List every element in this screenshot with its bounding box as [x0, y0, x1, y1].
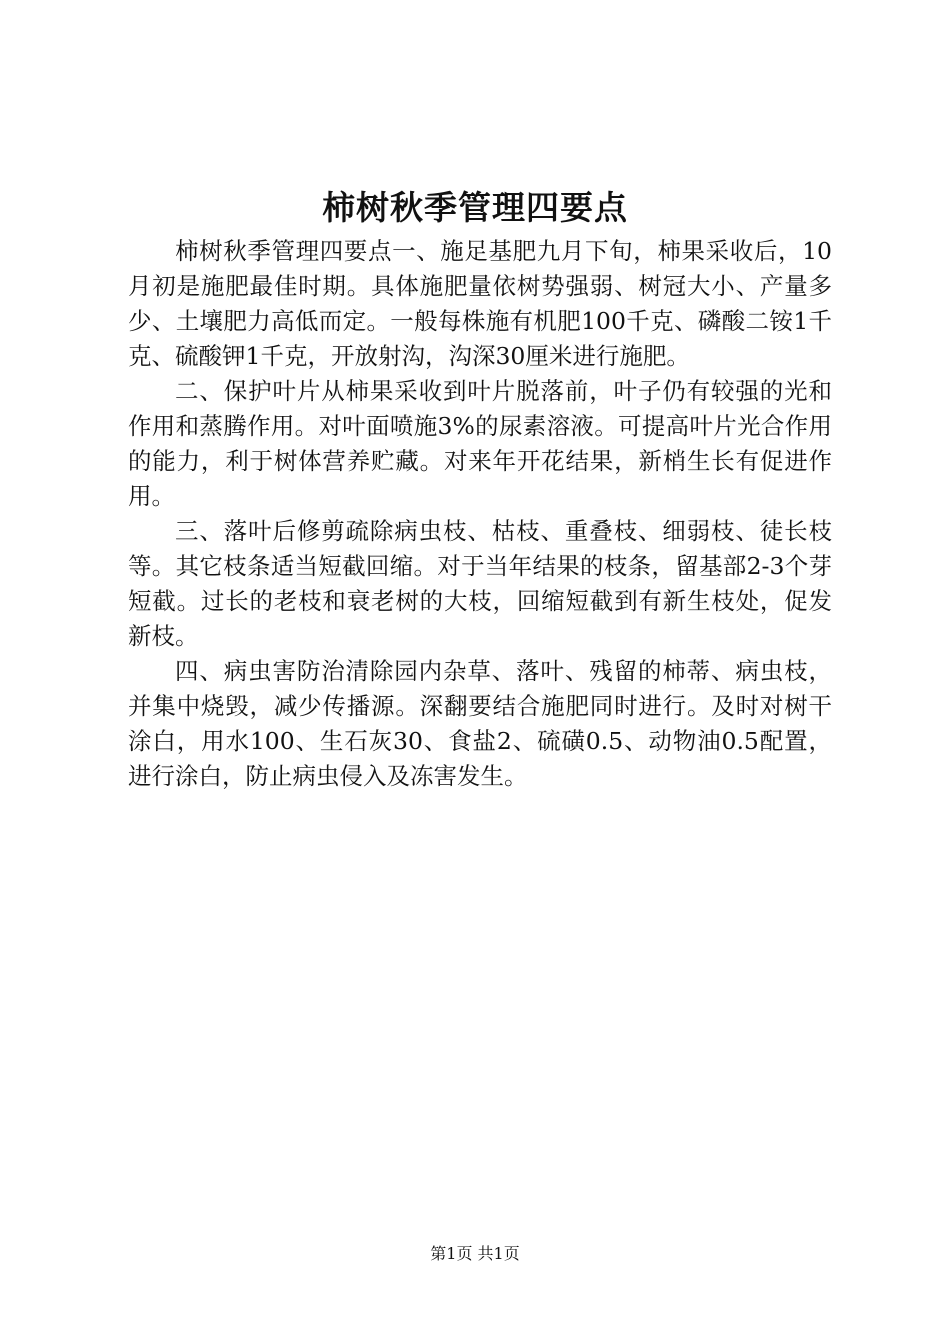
- document-title: 柿树秋季管理四要点: [322, 188, 628, 227]
- paragraph-1: 柿树秋季管理四要点一、施足基肥九月下旬，柿果采收后，10月初是施肥最佳时期。具体施肥量依树势强弱、树冠大小、产量多少、土壤肥力高低而定。一般每株施有机肥100千克、磷酸二铵1千克、硫酸钾1千克，开放射沟，沟深30厘米进行施肥。: [128, 237, 832, 370]
- paragraph-4: 四、病虫害防治清除园内杂草、落叶、残留的柿蒂、病虫枝，并集中烧毁，减少传播源。深翻要结合施肥同时进行。及时对树干涂白，用水100、生石灰30、食盐2、硫磺0.5、动物油0.5配置，进行涂白，防止病虫侵入及冻害发生。: [128, 657, 832, 790]
- paragraph-2: 二、保护叶片从柿果采收到叶片脱落前，叶子仍有较强的光和作用和蒸腾作用。对叶面喷施3%的尿素溶液。可提高叶片光合作用的能力，利于树体营养贮藏。对来年开花结果，新梢生长有促进作用。: [128, 377, 832, 510]
- page-footer: 第1页 共1页: [430, 1244, 520, 1263]
- paragraph-3: 三、落叶后修剪疏除病虫枝、枯枝、重叠枝、细弱枝、徒长枝等。其它枝条适当短截回缩。对于当年结果的枝条，留基部2-3个芽短截。过长的老枝和衰老树的大枝，回缩短截到有新生枝处，促发新枝。: [128, 517, 832, 650]
- document-body: [128, 234, 832, 794]
